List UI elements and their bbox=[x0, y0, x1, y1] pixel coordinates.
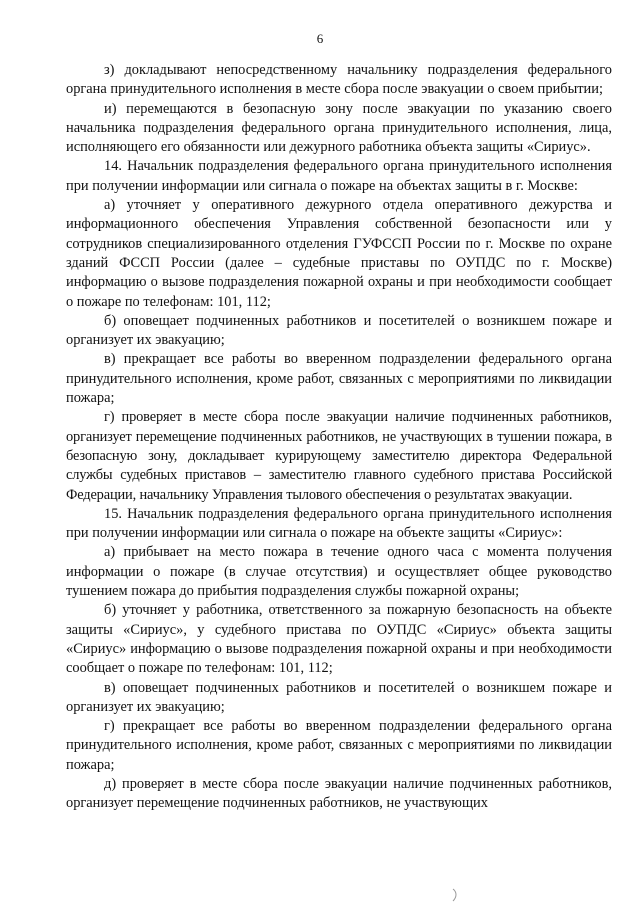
paragraph-15-g: г) прекращает все работы во вверенном подразделении федерального органа принудительного исполнения, кроме работ, связанных с мероприятиями по ликвидации пожара; bbox=[66, 718, 612, 773]
paragraph-15-heading: 15. Начальник подразделения федерального органа принудительного исполнения при получении информации или сигнала о пожаре на объекте защиты «Сириус»: bbox=[66, 505, 612, 542]
paragraph-z: з) докладывают непосредственному начальнику подразделения федерального органа принудительного исполнения в месте сбора после эвакуации о своем прибытии; bbox=[66, 62, 612, 98]
paragraph-14-heading: 14. Начальник подразделения федерального органа принудительного исполнения при получении информации или сигнала о пожаре на объектах защиты в г. Москве: bbox=[66, 158, 612, 194]
paragraph-14-v: в) прекращает все работы во вверенном подразделении федерального органа принудительного исполнения, кроме работ, связанных с мероприятиями по ликвидации пожара; bbox=[66, 351, 612, 407]
paragraph-15-a: а) прибывает на место пожара в течение одного часа с момента получения информации о пожаре (в случае отсутствия) и осуществляет общее руководство тушением пожара до прибытия подразделения службы пожарной охраны; bbox=[66, 544, 612, 600]
paragraph-i: и) перемещаются в безопасную зону после эвакуации по указанию своего начальника подразделения федерального органа принудительного исполнения, лица, исполняющего его обязанности или дежурного работника объекта защиты «Сириус». bbox=[66, 100, 612, 156]
paragraph-14-a: а) уточняет у оперативного дежурного отдела оперативного дежурства и информационного обеспечения Управления собственной безопасности или у сотрудников специализированного отделения ГУФССП России по г. Москве по охране зданий ФССП России (далее – судебные приставы по ОУПДС по г. Москве) информацию о вызове подразделения пожарной охраны и при необходимости сообщает о пожаре по телефонам: 101, 112; bbox=[66, 197, 612, 310]
scan-mark bbox=[451, 888, 459, 902]
paragraph-15-v: в) оповещает подчиненных работников и посетителей о возникшем пожаре и организует их эвакуацию; bbox=[66, 679, 612, 715]
document-body bbox=[66, 61, 612, 814]
paragraph-15-b: б) уточняет у работника, ответственного за пожарную безопасность на объекте защиты «Сириус», у судебного пристава по ОУПДС «Сириус» объекта защиты «Сириус» информацию о вызове подразделения пожарной охраны и при необходимости сообщает о пожаре по телефонам: 101, 112; bbox=[66, 602, 612, 677]
paragraph-14-b: б) оповещает подчиненных работников и посетителей о возникшем пожаре и организует их эвакуацию; bbox=[66, 312, 612, 349]
paragraph-14-g: г) проверяет в месте сбора после эвакуации наличие подчиненных работников, организует перемещение подчиненных работников, не участвующих в тушении пожара, в безопасную зону, докладывает курирующему заместителю директора Федеральной службы судебных приставов – заместителю главного судебного пристава Российской Федерации, начальнику Управления тылового обеспечения о результатах эвакуации. bbox=[66, 409, 612, 503]
paragraph-15-d: д) проверяет в месте сбора после эвакуации наличие подчиненных работников, организует перемещение подчиненных работников, не участвующих bbox=[66, 775, 612, 812]
page-number: 6 bbox=[316, 31, 324, 46]
